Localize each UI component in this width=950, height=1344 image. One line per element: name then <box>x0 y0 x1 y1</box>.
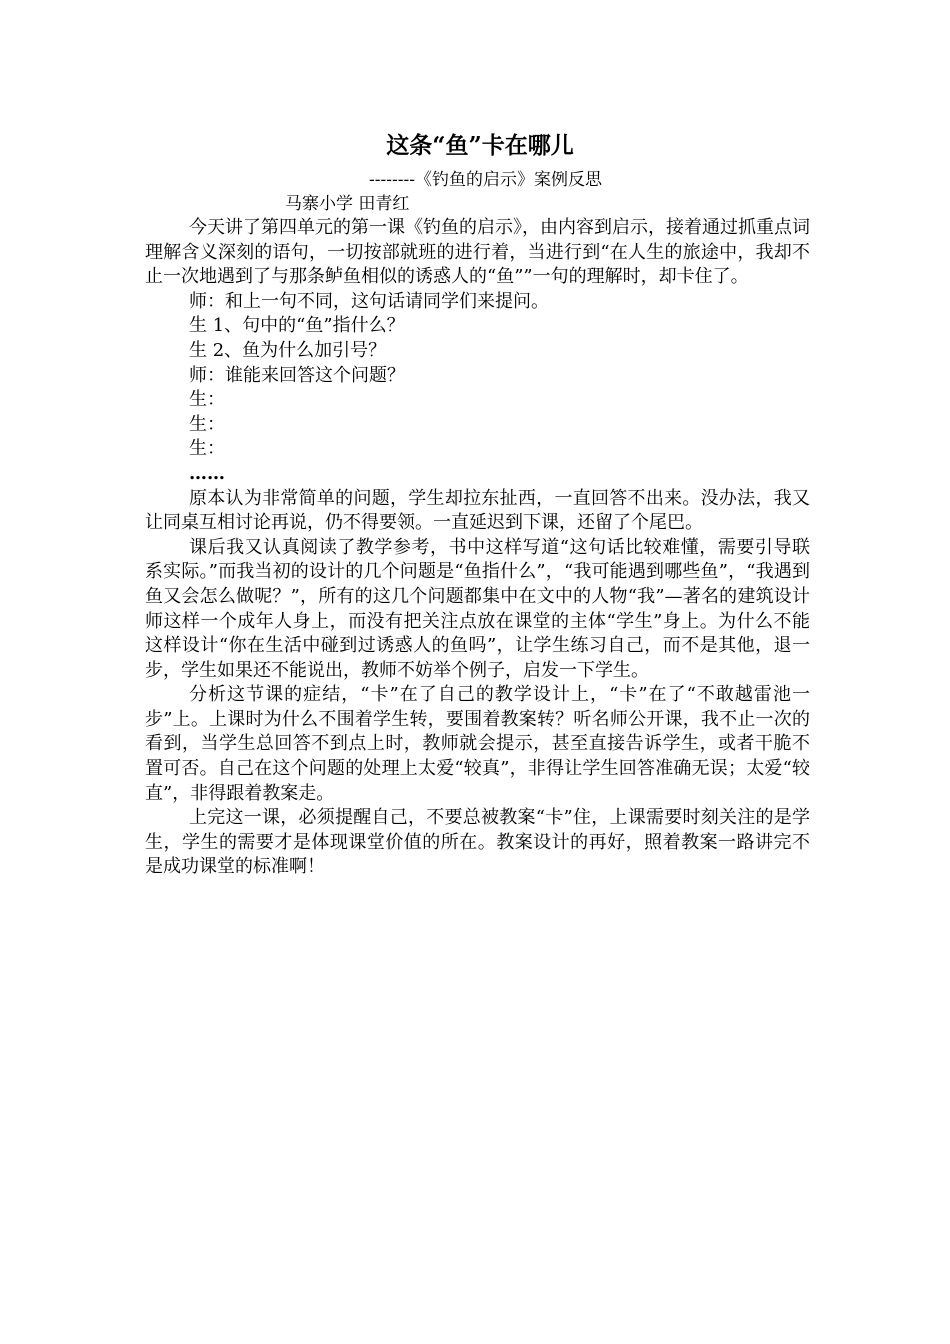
dialogue-line: 生： <box>189 413 225 435</box>
paragraph-analysis: 分析这节课的症结，“卡”在了自己的教学设计上，“卡”在了“不敢越雷池一步”上。上课时为什么不围着学生转，要围着教案转？听名师公开课，我不止一次的看到，当学生总回答不到点上时，教师就会提示，甚至直接告诉学生，或者干脆不置可否。自己在这个问题的处理上太爱“较真”，非得让学生回答准确无误；太爱“较直”，非得跟着教案走。 <box>145 684 810 804</box>
dialogue-line: 生 2、鱼为什么加引号？ <box>189 339 387 361</box>
dialogue-line: 师：谁能来回答这个问题？ <box>189 364 405 386</box>
document-title: 这条“鱼”卡在哪儿 <box>386 132 574 159</box>
document-page <box>145 130 810 880</box>
paragraph-intro: 今天讲了第四单元的第一课《钓鱼的启示》，由内容到启示，接着通过抓重点词理解含义深刻的语句，一切按部就班的进行着，当进行到“在人生的旅途中，我却不止一次地遇到了与那条鲈鱼相似的诱惑人的“鱼””一句的理解时，却卡住了。 <box>145 217 810 288</box>
dialogue-line: 生： <box>189 438 225 460</box>
dialogue-ellipsis: …… <box>189 462 225 484</box>
dialogue-line: 师：和上一句不同，这句话请同学们来提问。 <box>189 290 549 312</box>
dialogue-line: 生： <box>189 389 225 411</box>
document-subtitle: --------《钓鱼的启示》案例反思 <box>369 170 602 190</box>
dialogue-line: 生 1、句中的“鱼”指什么？ <box>189 315 405 337</box>
paragraph-conclusion: 上完这一课，必须提醒自己，不要总被教案“卡”住，上课需要时刻关注的是学生，学生的需要才是体现课堂价值的所在。教案设计的再好，照着教案一路讲完不是成功课堂的标准啊！ <box>145 807 810 878</box>
paragraph-problem: 原本认为非常简单的问题，学生却拉东扯西，一直回答不出来。没办法，我又让同桌互相讨论再说，仍不得要领。一直延迟到下课，还留了个尾巴。 <box>145 487 810 534</box>
paragraph-reflection: 课后我又认真阅读了教学参考，书中这样写道“这句话比较难懂，需要引导联系实际。”而我当初的设计的几个问题是“鱼指什么”，“我可能遇到哪些鱼”，“我遇到鱼又会怎么做呢？”，所有的这几个问题都集中在文中的人物“我”—著名的建筑设计师这样一个成年人身上，而没有把关注点放在课堂的主体“学生”身上。为什么不能这样设计“你在生活中碰到过诱惑人的鱼吗”，让学生练习自己，而不是其他，退一步，学生如果还不能说出，教师不妨举个例子，启发一下学生。 <box>145 536 810 681</box>
document-author: 马寨小学 田青红 <box>285 194 410 214</box>
